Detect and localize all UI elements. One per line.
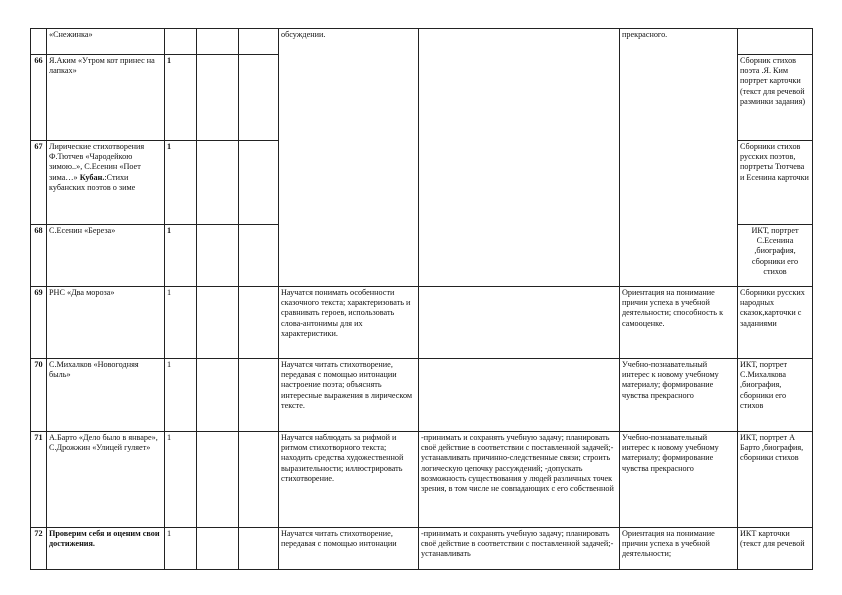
table-row xyxy=(31,359,813,432)
meta-results: -принимать и сохранять учебную задачу; планировать своё действие в соответствии с поставленной задачей;-устанавливать xyxy=(419,528,620,570)
meta-results xyxy=(419,359,620,432)
lesson-hours: 1 xyxy=(165,528,197,570)
subject-results: Научатся читать стихотворение, передавая с помощью интонации настроение поэта; объяснять интересные выражения в лирическом тексте. xyxy=(279,359,419,432)
personal-results: Ориентация на понимание причин успеха в учебной деятельности; способность к самооценке. xyxy=(620,287,738,359)
personal-results: Учебно-познавательный интерес к новому учебному материалу; формирование чувства прекрасного xyxy=(620,432,738,528)
lesson-topic: Проверим себя и оценим свои достижения. xyxy=(47,528,165,570)
date-fact-cell xyxy=(239,432,279,528)
lesson-number xyxy=(31,29,47,55)
personal-results: прекрасного. xyxy=(620,29,738,287)
lesson-resources: Сборник стихов поэта .Я. Ким портрет карточки (текст для речевой разминки задания) xyxy=(738,55,813,141)
date-fact-cell xyxy=(239,225,279,287)
lesson-number: 68 xyxy=(31,225,47,287)
meta-results xyxy=(419,29,620,287)
lesson-resources xyxy=(738,29,813,55)
lesson-resources: ИКТ, портрет А Барто ,биография, сборники стихов xyxy=(738,432,813,528)
date-plan-cell xyxy=(197,359,239,432)
subject-results: обсуждении. xyxy=(279,29,419,287)
table-row xyxy=(31,528,813,570)
lesson-topic: С.Михалков «Новогодняя быль» xyxy=(47,359,165,432)
lesson-topic xyxy=(47,141,165,225)
lesson-hours: 1 xyxy=(165,432,197,528)
subject-results: Научатся наблюдать за рифмой и ритмом стихотворного текста; находить средства художественной выразительности; иллюстрировать стихотворение. xyxy=(279,432,419,528)
date-fact-cell xyxy=(239,55,279,141)
lesson-number: 69 xyxy=(31,287,47,359)
date-plan-cell xyxy=(197,528,239,570)
lesson-resources: Сборники русских народных сказок,карточки с заданиями xyxy=(738,287,813,359)
lesson-resources: ИКТ, портрет С.Есенина ,биография, сборники его стихов xyxy=(738,225,813,287)
lesson-hours: 1 xyxy=(165,55,197,141)
date-plan-cell xyxy=(197,29,239,55)
lesson-hours: 1 xyxy=(165,141,197,225)
date-fact-cell xyxy=(239,528,279,570)
date-fact-cell xyxy=(239,359,279,432)
lesson-plan-table xyxy=(30,28,813,570)
table-row xyxy=(31,287,813,359)
lesson-resources: ИКТ карточки (текст для речевой xyxy=(738,528,813,570)
date-fact-cell xyxy=(239,141,279,225)
lesson-topic: А.Барто «Дело было в январе», С.Дрожжин «Улицей гуляет» xyxy=(47,432,165,528)
lesson-hours: 1 xyxy=(165,287,197,359)
subject-results: Научатся понимать особенности сказочного текста; характеризовать и сравнивать героев, использовать слова-антонимы для их характеристики. xyxy=(279,287,419,359)
lesson-topic: «Снежинка» xyxy=(47,29,165,55)
lesson-resources: ИКТ, портрет С.Михалкова ,биография, сборники его стихов xyxy=(738,359,813,432)
date-plan-cell xyxy=(197,225,239,287)
lesson-number: 71 xyxy=(31,432,47,528)
lesson-hours xyxy=(165,29,197,55)
lesson-topic: С.Есенин «Береза» xyxy=(47,225,165,287)
date-plan-cell xyxy=(197,55,239,141)
lesson-hours: 1 xyxy=(165,359,197,432)
date-plan-cell xyxy=(197,287,239,359)
lesson-number: 67 xyxy=(31,141,47,225)
date-plan-cell xyxy=(197,141,239,225)
lesson-topic: РНС «Два мороза» xyxy=(47,287,165,359)
date-fact-cell xyxy=(239,287,279,359)
lesson-hours: 1 xyxy=(165,225,197,287)
lesson-topic-extra: :Стихи кубанских поэтов о зиме xyxy=(49,172,136,192)
lesson-number: 70 xyxy=(31,359,47,432)
personal-results: Ориентация на понимание причин успеха в учебной деятельности; xyxy=(620,528,738,570)
meta-results: -принимать и сохранять учебную задачу; планировать своё действие в соответствии с поставленной задачей;-устанавливать причинно-следственные связи; строить логическую цепочку рассуждений; -допускать возможность существования у людей различных точек зрения, в том числе не совпадающих с его собственной xyxy=(419,432,620,528)
lesson-number: 72 xyxy=(31,528,47,570)
table-row xyxy=(31,29,813,55)
subject-results: Научатся читать стихотворение, передавая с помощью интонации xyxy=(279,528,419,570)
table-row xyxy=(31,432,813,528)
meta-results xyxy=(419,287,620,359)
lesson-resources: Сборники стихов русских поэтов, портреты Тютчева и Есенина карточки xyxy=(738,141,813,225)
personal-results: Учебно-познавательный интерес к новому учебному материалу; формирование чувства прекрасного xyxy=(620,359,738,432)
lesson-topic: Я.Аким «Утром кот принес на лапках» xyxy=(47,55,165,141)
lesson-number: 66 xyxy=(31,55,47,141)
date-fact-cell xyxy=(239,29,279,55)
region-label: Кубан. xyxy=(79,172,105,182)
lesson-topic-text: Лирические стихотворения Ф.Тютчев «Чародейкою зимою..», С.Есенин «Поет зима…» xyxy=(49,142,145,182)
date-plan-cell xyxy=(197,432,239,528)
